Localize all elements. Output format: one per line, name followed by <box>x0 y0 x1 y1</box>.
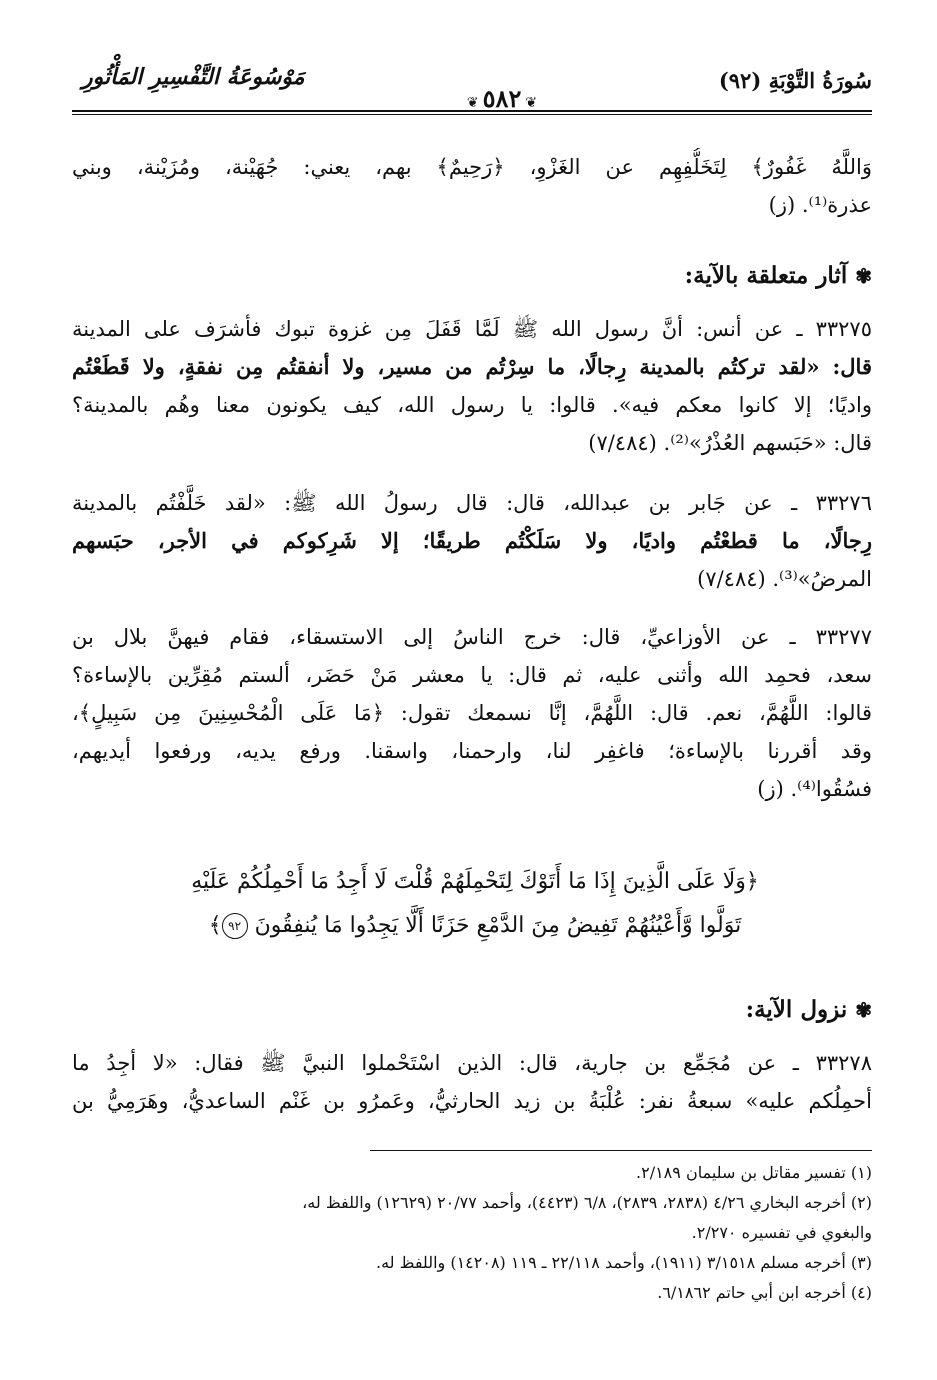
ayah-number-icon: ٩٢ <box>222 913 248 939</box>
hadith-33278 <box>72 1044 872 1120</box>
surah-title: سُورَةُ التَّوْبَةِ (٩٢) <box>718 68 872 93</box>
text-line: واديًا؛ إلا كانوا معكم فيه». قالوا: يا رسول الله، كيف يكونون معنا وهُم بالمدينة؟ <box>72 393 872 417</box>
hadith-33276 <box>72 484 872 598</box>
hadith-33275 <box>72 310 872 462</box>
text-line: رِجالًا، ما قطعْتُم واديًا، ولا سَلَكْتُم طريقًا؛ إلا شَرِكوكم في الأجر، حبَسهم <box>72 528 872 553</box>
verse-line <box>110 904 840 948</box>
verse-line: ﴿وَلَا عَلَى الَّذِينَ إِذَا مَا أَتَوْكَ لِتَحْمِلَهُمْ قُلْتَ لَا أَجِدُ مَا أَحْمِلُكُمْ عَلَيْهِ <box>191 869 759 894</box>
section-heading-nuzul <box>746 996 872 1023</box>
header-rule <box>72 114 872 115</box>
section-title: آثار متعلقة بالآية: <box>684 262 848 289</box>
text-line: وَاللَّهُ غَفُورٌ﴾ لِتَخَلُّفِهِم عن الغَزْوِ، ﴿رَحِيمٌ﴾ بهم، يعني: جُهَيْنة، ومُزَيْنة، وبني <box>72 155 872 179</box>
footnote: (٢) أخرجه البخاري ٤/٢٦ (٢٨٣٨، ٢٨٣٩)، ٦/٨ (٤٤٢٣)، وأحمد ٢٠/٧٧ (١٢٦٢٩) واللفظ له، <box>302 1193 872 1212</box>
text-line: أحمِلُكم عليه» سبعةُ نفر: عُلْبَةُ بن زيد الحارثيُّ، وعَمرُو بن غَنْم الساعديُّ، وهَرَمِيُّ بن <box>72 1089 872 1113</box>
footnote-separator <box>370 1150 872 1151</box>
text-line: ٣٣٢٧٧ ـ عن الأوزاعيِّ، قال: خرج الناسُ إلى الاستسقاء، فقام فيهنَّ بلال بن <box>72 625 872 649</box>
header-rule <box>72 110 872 112</box>
footnote: (٣) أخرجه مسلم ٣/١٥١٨ (١٩١١)، وأحمد ٢٢/١١٨ ـ ١١٩ (١٤٢٠٨) واللفظ له. <box>376 1253 872 1272</box>
page-number-wrap <box>402 84 602 113</box>
quran-verse <box>110 860 840 948</box>
book-title: مَوْسُوعَةُ التَّفْسِيرِ المَأْثُورِ <box>82 64 305 90</box>
page-header <box>72 62 872 114</box>
footnote: (١) تفسير مقاتل بن سليمان ٢/١٨٩. <box>636 1163 872 1182</box>
text-line: ٣٣٢٧٦ ـ عن جَابر بن عبدالله، قال: قال رسولُ الله ﷺ: «لقد خَلَّفْتُم بالمدينة <box>72 491 872 515</box>
text-line: قالوا: اللَّهُمَّ، نعم. قال: اللَّهُمَّ، إنَّا نسمعك تقول: ﴿مَا عَلَى الْمُحْسِنِينَ مِن سَبِيلٍ﴾، <box>72 701 872 725</box>
text-line: عذرة⁽¹⁾. (ز) <box>768 193 872 217</box>
section-title: نزول الآية: <box>745 996 848 1023</box>
flower-icon: ✾ <box>855 264 872 288</box>
verse-closing-bracket: ﴾ <box>208 913 222 938</box>
text-line: وقد أقررنا بالإساءة؛ فاغفِر لنا، وارحمنا، واسقنا. ورفع يديه، ورفعوا أيديهم، <box>72 739 872 763</box>
text-line: ٣٣٢٧٨ ـ عن مُجَمِّع بن جارية، قال: الذين اسْتَحْملوا النبيَّ ﷺ فقال: «لا أجِدُ ما <box>72 1051 872 1075</box>
text-line: المرضُ»⁽³⁾. (٧/٤٨٤) <box>697 567 872 591</box>
flower-icon: ✾ <box>855 998 872 1022</box>
ornament-icon: ❦ <box>466 95 479 111</box>
text-line: فسُقُوا⁽⁴⁾. (ز) <box>757 777 872 801</box>
text-line: قال: «لقد تركتُم بالمدينة رِجالًا، ما سِرْتُم من مسير، ولا أنفقتُم مِن نفقةٍ، ولا قَطَعْتُم <box>72 354 872 379</box>
text-line: سعد، فحمِد الله وأثنى عليه، ثم قال: يا معشر مَنْ حَضَر، ألستم مُقِرِّين بالإساءة؟ <box>72 663 872 687</box>
intro-paragraph <box>72 148 872 224</box>
text-line: قال: «حَبَسهم العُذْرُ»⁽²⁾. (٧/٤٨٤) <box>588 431 872 455</box>
footnote: (٤) أخرجه ابن أبي حاتم ٦/١٨٦٢. <box>657 1283 872 1302</box>
page-number: ٥٨٢ <box>482 84 522 113</box>
section-heading-athar <box>685 262 872 289</box>
text-line: ٣٣٢٧٥ ـ عن أنس: أنَّ رسول الله ﷺ لَمَّا قَفَلَ مِن غزوة تبوك فأشرَف على المدينة <box>72 317 872 341</box>
footnotes <box>72 1158 872 1308</box>
hadith-33277 <box>72 618 872 808</box>
verse-text: تَوَلَّوا وَّأَعْيُنُهُمْ تَفِيضُ مِنَ الدَّمْعِ حَزَنًا أَلَّا يَجِدُوا مَا يُنفِقُونَ <box>254 913 742 938</box>
footnote: والبغوي في تفسيره ٢/٢٧٠. <box>691 1223 872 1242</box>
ornament-icon: ❦ <box>525 95 538 111</box>
